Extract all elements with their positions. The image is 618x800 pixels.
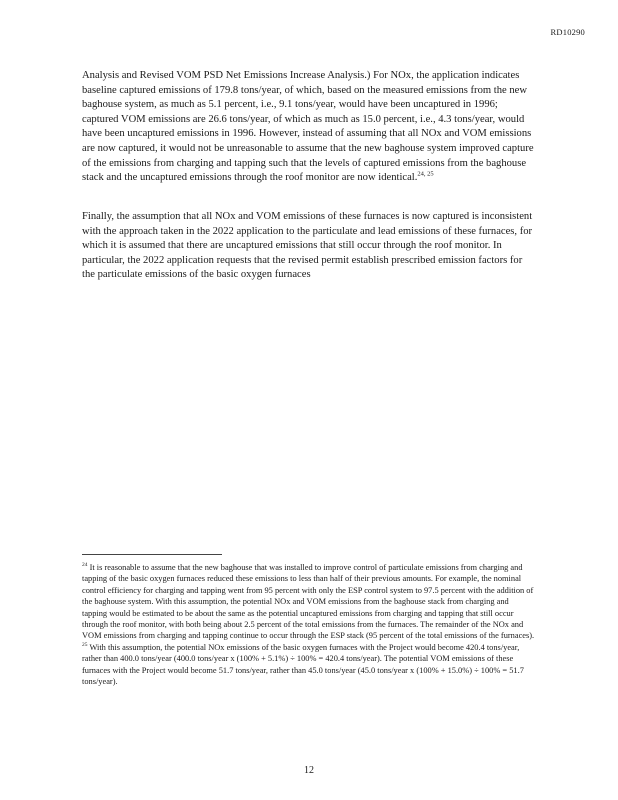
footnote-text: With this assumption, the potential NOx emissions of the basic oxygen furnaces with the Project would become 420.4 tons/year, rather than 400.0 tons/year (400.0 tons/year x (100% + 5.1%) ÷ 100% = 420.4 tons/year). The potential VOM emissions of these furnaces with the Project would become 51.7 tons/year, rather than 45.0 tons/year (45.0 tons/year x (100% + 15.0%) ÷ 100% = 51.7 tons/year).	[82, 642, 524, 687]
footnote-25	[82, 642, 535, 688]
paragraph-1-text: Analysis and Revised VOM PSD Net Emissions Increase Analysis.) For NOx, the application indicates baseline captured emissions of 179.8 tons/year, of which, based on the measured emissions from the new baghouse system, as much as 5.1 percent, i.e., 9.1 tons/year, would have been uncaptured in 1996; captured VOM emissions are 26.6 tons/year, of which as much as 15.0 percent, i.e., 4.3 tons/year, would have been uncaptured emissions in 1996. However, instead of assuming that all NOx and VOM emissions are now captured, it would not be unreasonable to assume that the new baghouse system improved capture of the emissions from charging and tapping such that the levels of captured emissions from the baghouse stack and the uncaptured emissions through the roof monitor are now identical.	[82, 70, 534, 184]
footnote-24	[82, 562, 535, 642]
footnotes	[82, 562, 535, 687]
footnote-separator	[82, 554, 222, 555]
footnote-number: 24	[82, 562, 88, 569]
page-number: 12	[304, 765, 314, 776]
document-id: RD10290	[550, 27, 585, 37]
footnote-ref-24-25[interactable]: 24, 25	[417, 170, 434, 178]
paragraph-2-text: Finally, the assumption that all NOx and VOM emissions of these furnaces is now captured is inconsistent with the approach taken in the 2022 application to the particulate and lead emissions of these furnaces, for which it is assumed that there are uncaptured emissions that still occur through the roof monitor. In particular, the 2022 application requests that the revised permit establish prescribed emission factors for the particulate emissions of the basic oxygen furnaces	[82, 211, 533, 281]
footnote-number: 25	[82, 642, 88, 649]
body-paragraph-1	[82, 69, 535, 186]
body-paragraph-2	[82, 210, 535, 283]
footnote-text: It is reasonable to assume that the new baghouse that was installed to improve control of particulate emissions from charging and tapping of the basic oxygen furnaces reduced these emissions to less than half of their previous amounts. For example, the nominal control efficiency for charging and tapping went from 95 percent with only the ESP control system to 97.5 percent with the addition of the baghouse system. With this assumption, the potential NOx and VOM emissions from the baghouse stack from charging and tapping would be estimated to be about the same as the potential uncaptured emissions from charging and tapping that still occur through the roof monitor, with both being about 2.5 percent of the total emissions from the furnaces. The remainder of the NOx and VOM emissions from charging and tapping continue to occur through the ESP stack (95 percent of the total emissions of the furnaces).	[82, 563, 535, 641]
